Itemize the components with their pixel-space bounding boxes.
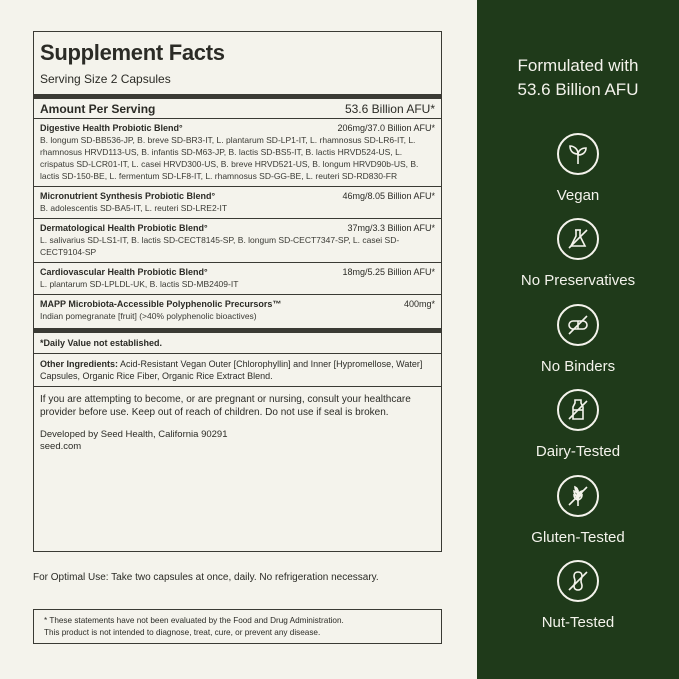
- fda-disclaimer: [33, 609, 442, 644]
- badge-no-preservatives: [477, 218, 679, 289]
- blend-dermatological: [40, 219, 435, 262]
- developer-info: [40, 419, 435, 453]
- disclaimer-line-1: * These statements have not been evaluated by the Food and Drug Administration.: [44, 616, 344, 625]
- blend-name: Digestive Health Probiotic Blend°: [40, 123, 183, 133]
- blend-strains: L. plantarum SD-LPLDL-UK, B. lactis SD-MB2409-IT: [40, 279, 239, 289]
- supplement-facts-box: [33, 31, 442, 552]
- blend-amount: 18mg/5.25 Billion AFU*: [342, 267, 435, 277]
- blend-amount: 37mg/3.3 Billion AFU*: [347, 223, 435, 233]
- blend-amount: 46mg/8.05 Billion AFU*: [342, 191, 435, 201]
- badge-dairy-tested: [477, 389, 679, 460]
- badge-gluten-tested: [477, 475, 679, 546]
- blend-amount: 400mg*: [403, 299, 435, 309]
- capsule-icon: [557, 304, 599, 346]
- badge-label: Nut-Tested: [541, 614, 615, 631]
- developer-line: Developed by Seed Health, California 90291: [40, 429, 228, 440]
- badge-vegan: [477, 133, 679, 204]
- wheat-icon: [557, 475, 599, 517]
- blend-name: Dermatological Health Probiotic Blend°: [40, 223, 208, 233]
- amount-value: 53.6 Billion AFU*: [344, 102, 435, 116]
- badge-label: No Binders: [540, 358, 616, 375]
- blend-amount: 206mg/37.0 Billion AFU*: [337, 123, 435, 133]
- facts-title: Supplement Facts: [40, 40, 225, 65]
- other-ingredients: [40, 354, 435, 386]
- badge-label: Vegan: [556, 187, 600, 204]
- daily-value-note: *Daily Value not established.: [40, 338, 163, 348]
- milk-bottle-icon: [557, 389, 599, 431]
- plant-icon: [557, 133, 599, 175]
- features-panel: [477, 0, 679, 679]
- blend-strains: B. adolescentis SD-BA5-IT, L. reuteri SD-LRE2-IT: [40, 203, 228, 213]
- warning-text: If you are attempting to become, or are pregnant or nursing, consult your healthcare provider before use. Keep out of reach of children. Do not use if seal is broken.: [40, 394, 411, 418]
- peanut-icon: [557, 560, 599, 602]
- optimal-use-text: For Optimal Use: Take two capsules at once, daily. No refrigeration necessary.: [33, 572, 379, 583]
- badge-label: No Preservatives: [520, 272, 636, 289]
- badge-label: Dairy-Tested: [535, 443, 621, 460]
- disclaimer-line-2: This product is not intended to diagnose, treat, cure, or prevent any disease.: [44, 628, 321, 637]
- blend-name: Cardiovascular Health Probiotic Blend°: [40, 267, 208, 277]
- flask-icon: [557, 218, 599, 260]
- blend-strains: L. salivarius SD-LS1-IT, B. lactis SD-CECT8145-SP, B. longum SD-CECT7347-SP, L. casei SD-CECT9104-SP: [40, 235, 400, 257]
- badge-label: Gluten-Tested: [531, 529, 625, 546]
- blend-micronutrient: [40, 187, 435, 218]
- other-ingredients-text: Acid-Resistant Vegan Outer [Chlorophyllin] and Inner [Hypromellose, Water] Capsules, Organic Rice Fiber, Organic Rice Extract Blend.: [40, 359, 423, 381]
- website: seed.com: [40, 441, 82, 452]
- features-heading: Formulated with 53.6 Billion AFU: [517, 56, 639, 99]
- badge-nut-tested: [477, 560, 679, 631]
- blend-strains: B. longum SD-BB536-JP, B. breve SD-BR3-IT, L. plantarum SD-LP1-IT, L. rhamnosus SD-LR6-IT, L. rhamnosus HRVD113-US, B. infantis SD-M63-JP, B. lactis SD-BS5-IT, B. lactis HRVD524-US, L. crispatus SD-LCR01-IT, L. casei HRVD300-US, B. breve HRVD521-US, B. longum HRVD90b-US, B. lactis SD-150-BE, L. fermentum SD-LF8-IT, L. rhamnosus SD-GG-BE, L. reuteri SD-RD830-FR: [40, 135, 419, 181]
- blend-cardiovascular: [40, 263, 435, 294]
- badge-no-binders: [477, 304, 679, 375]
- other-ingredients-label: Other Ingredients:: [40, 359, 119, 369]
- amount-per-serving-row: [40, 99, 435, 118]
- serving-size: Serving Size 2 Capsules: [40, 72, 171, 86]
- blend-name: Micronutrient Synthesis Probiotic Blend°: [40, 191, 216, 201]
- blend-ingredients: Indian pomegranate [fruit] (>40% polyphenolic bioactives): [40, 311, 257, 321]
- amount-label: Amount Per Serving: [40, 102, 156, 116]
- blend-mapp: [40, 295, 435, 326]
- blend-name: MAPP Microbiota-Accessible Polyphenolic Precursors™: [40, 299, 282, 309]
- blend-digestive: [40, 119, 435, 186]
